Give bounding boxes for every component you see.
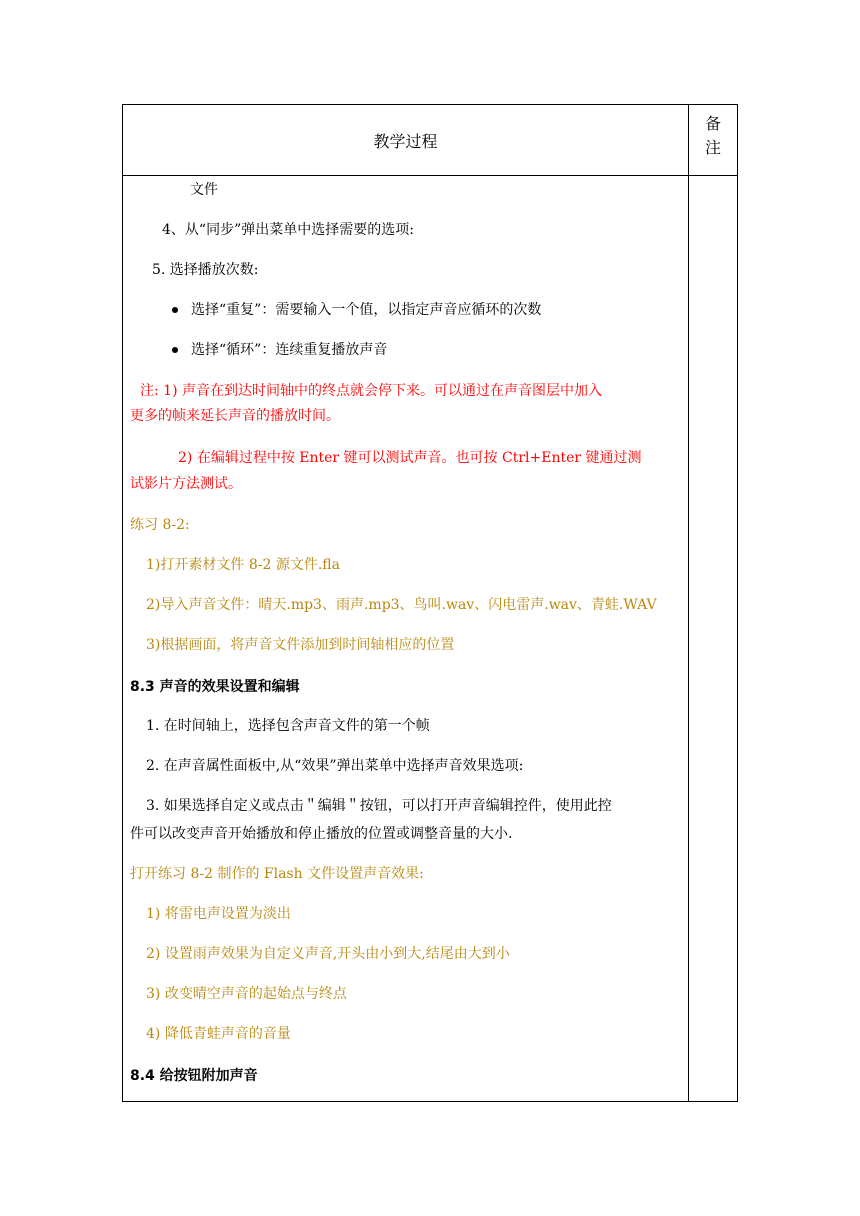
bullet-item: 选择“重复”：需要输入一个值，以指定声音应循环的次数 (191, 302, 542, 318)
text-line: 5. 选择播放次数: (152, 262, 259, 278)
table-header-process: 教学过程 (373, 131, 438, 151)
exercise-step: 1)打开素材文件 8-2 源文件.fla (146, 557, 340, 573)
header-divider (122, 175, 738, 176)
task-step: 2) 设置雨声效果为自定义声音,开头由小到大,结尾由大到小 (146, 946, 510, 962)
note-line: 2) 在编辑过程中按 Enter 键可以测试声音。也可按 Ctrl+Enter 键通过测 (178, 450, 642, 466)
section-heading: 8.3 声音的效果设置和编辑 (130, 679, 300, 695)
exercise-step: 2)导入声音文件：晴天.mp3、雨声.mp3、鸟叫.wav、闪电雷声.wav、青蛙.WAV (146, 597, 657, 613)
bullet-dot (172, 307, 178, 313)
task-step: 3) 改变晴空声音的起始点与终点 (146, 986, 347, 1002)
text-line: 文件 (190, 182, 218, 198)
text-line: 3. 如果选择自定义或点击＂编辑＂按钮，可以打开声音编辑控件，使用此控 (146, 798, 612, 814)
text-line: 2. 在声音属性面板中,从“效果”弹出菜单中选择声音效果选项: (146, 758, 524, 774)
bullet-dot (172, 347, 178, 353)
text-line: 件可以改变声音开始播放和停止播放的位置或调整音量的大小. (130, 826, 513, 842)
section-heading: 8.4 给按钮附加声音 (130, 1068, 258, 1084)
text-line: 1. 在时间轴上，选择包含声音文件的第一个帧 (146, 718, 430, 734)
exercise-title: 练习 8-2: (130, 517, 190, 533)
task-step: 1) 将雷电声设置为淡出 (146, 906, 291, 922)
text-line: 4、从“同步”弹出菜单中选择需要的选项: (162, 222, 414, 238)
exercise-step: 3)根据画面，将声音文件添加到时间轴相应的位置 (146, 637, 455, 653)
column-divider (688, 104, 689, 1102)
header-note-char: 注 (704, 138, 721, 157)
task-title: 打开练习 8-2 制作的 Flash 文件设置声音效果: (130, 866, 424, 882)
note-line: 更多的帧来延长声音的播放时间。 (130, 408, 340, 424)
note-line: 注: 1) 声音在到达时间轴中的终点就会停下来。可以通过在声音图层中加入 (140, 383, 602, 399)
note-line: 试影片方法测试。 (130, 476, 242, 492)
table-header-note (689, 112, 737, 160)
header-note-char: 备 (704, 114, 721, 133)
bullet-item: 选择“循环”：连续重复播放声音 (191, 342, 388, 358)
task-step: 4) 降低青蛙声音的音量 (146, 1026, 291, 1042)
